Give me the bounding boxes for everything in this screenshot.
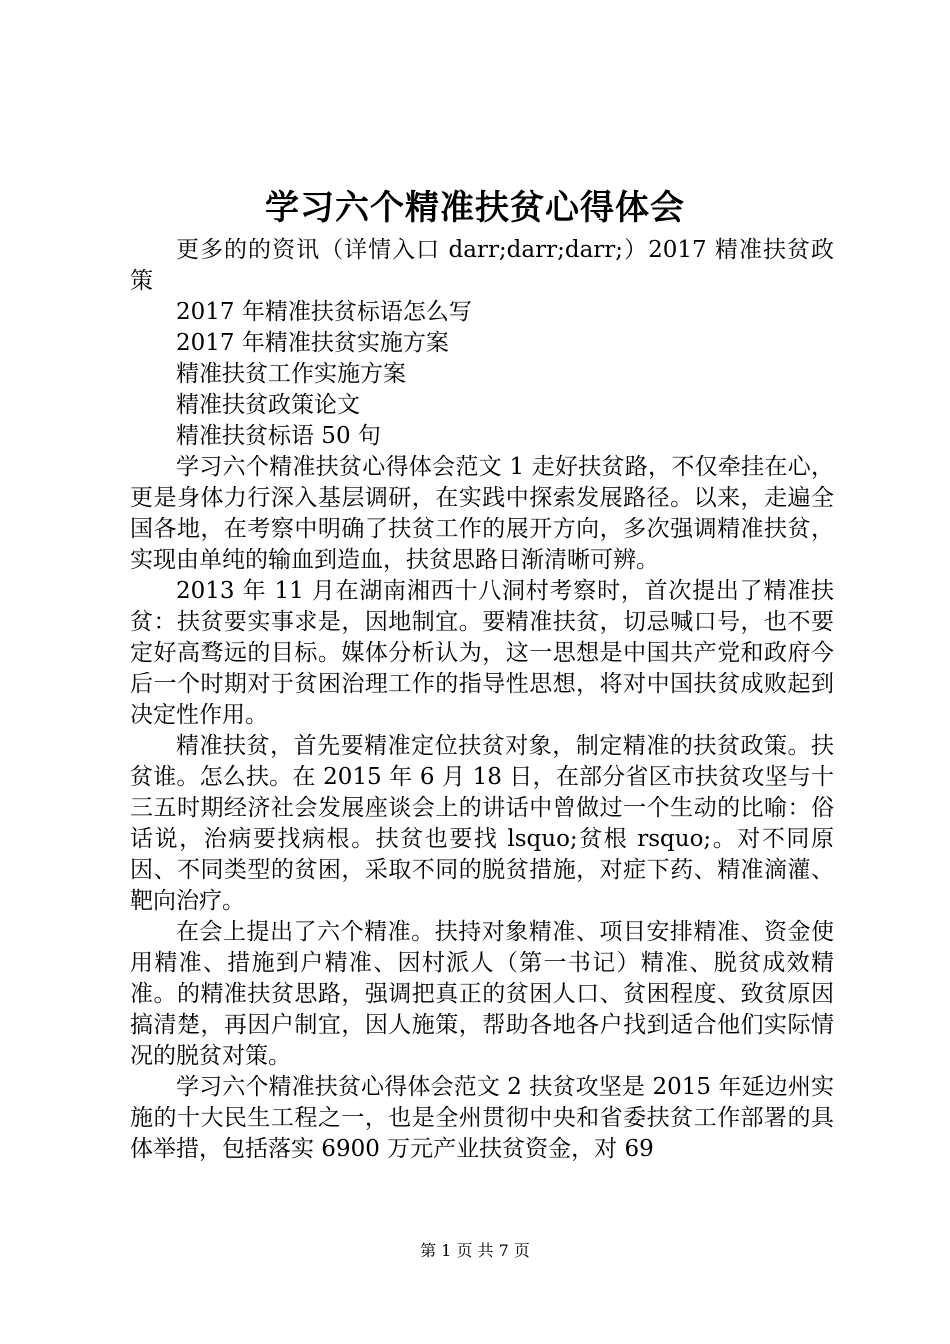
- page-number-footer: 第 1 页 共 7 页: [420, 1241, 530, 1260]
- paragraph-link-plan-2017: 2017 年精准扶贫实施方案: [176, 330, 449, 356]
- document-title: 学习六个精准扶贫心得体会: [265, 188, 685, 228]
- document-body: [130, 235, 834, 1165]
- paragraph-link-work-plan: 精准扶贫工作实施方案: [176, 361, 406, 387]
- paragraph-link-slogans-50: 精准扶贫标语 50 句: [176, 423, 381, 449]
- paragraph-link-slogan: 2017 年精准扶贫标语怎么写: [176, 299, 472, 325]
- paragraph-six-precisions: 在会上提出了六个精准。扶持对象精准、项目安排精准、资金使用精准、措施到户精准、因村派人（第一书记）精准、脱贫成效精准。的精准扶贫思路，强调把真正的贫困人口、贫困程度、致贫原因搞清楚，再因户制宜，因人施策，帮助各地各户找到适合他们实际情况的脱贫对策。: [130, 919, 834, 1069]
- paragraph-targeting: 精准扶贫，首先要精准定位扶贫对象，制定精准的扶贫政策。扶贫谁。怎么扶。在 2015 年 6 月 18 日，在部分省区市扶贫攻坚与十三五时期经济社会发展座谈会上的讲话中曾做过一个生动的比喻：俗话说，治病要找病根。扶贫也要找 lsquo;贫根 rsquo;。对不同原因、不同类型的贫困，采取不同的脱贫措施，对症下药、精准滴灌、靶向治疗。: [130, 733, 834, 914]
- paragraph-resources: 更多的的资讯（详情入口 darr;darr;darr;）2017 精准扶贫政策: [130, 237, 834, 294]
- paragraph-sample-1: 学习六个精准扶贫心得体会范文 1 走好扶贫路，不仅牵挂在心，更是身体力行深入基层调研，在实践中探索发展路径。以来，走遍全国各地，在考察中明确了扶贫工作的展开方向，多次强调精准扶贫，实现由单纯的输血到造血，扶贫思路日渐清晰可辨。: [130, 454, 834, 573]
- paragraph-2013: 2013 年 11 月在湖南湘西十八洞村考察时，首次提出了精准扶贫：扶贫要实事求是，因地制宜。要精准扶贫，切忌喊口号，也不要定好高骛远的目标。媒体分析认为，这一思想是中国共产党和政府今后一个时期对于贫困治理工作的指导性思想，将对中国扶贫成败起到决定性作用。: [130, 578, 834, 728]
- paragraph-sample-2: 学习六个精准扶贫心得体会范文 2 扶贫攻坚是 2015 年延边州实施的十大民生工程之一，也是全州贯彻中央和省委扶贫工作部署的具体举措，包括落实 6900 万元产业扶贫资金，对 69: [130, 1074, 834, 1162]
- paragraph-link-policy-paper: 精准扶贫政策论文: [176, 392, 360, 418]
